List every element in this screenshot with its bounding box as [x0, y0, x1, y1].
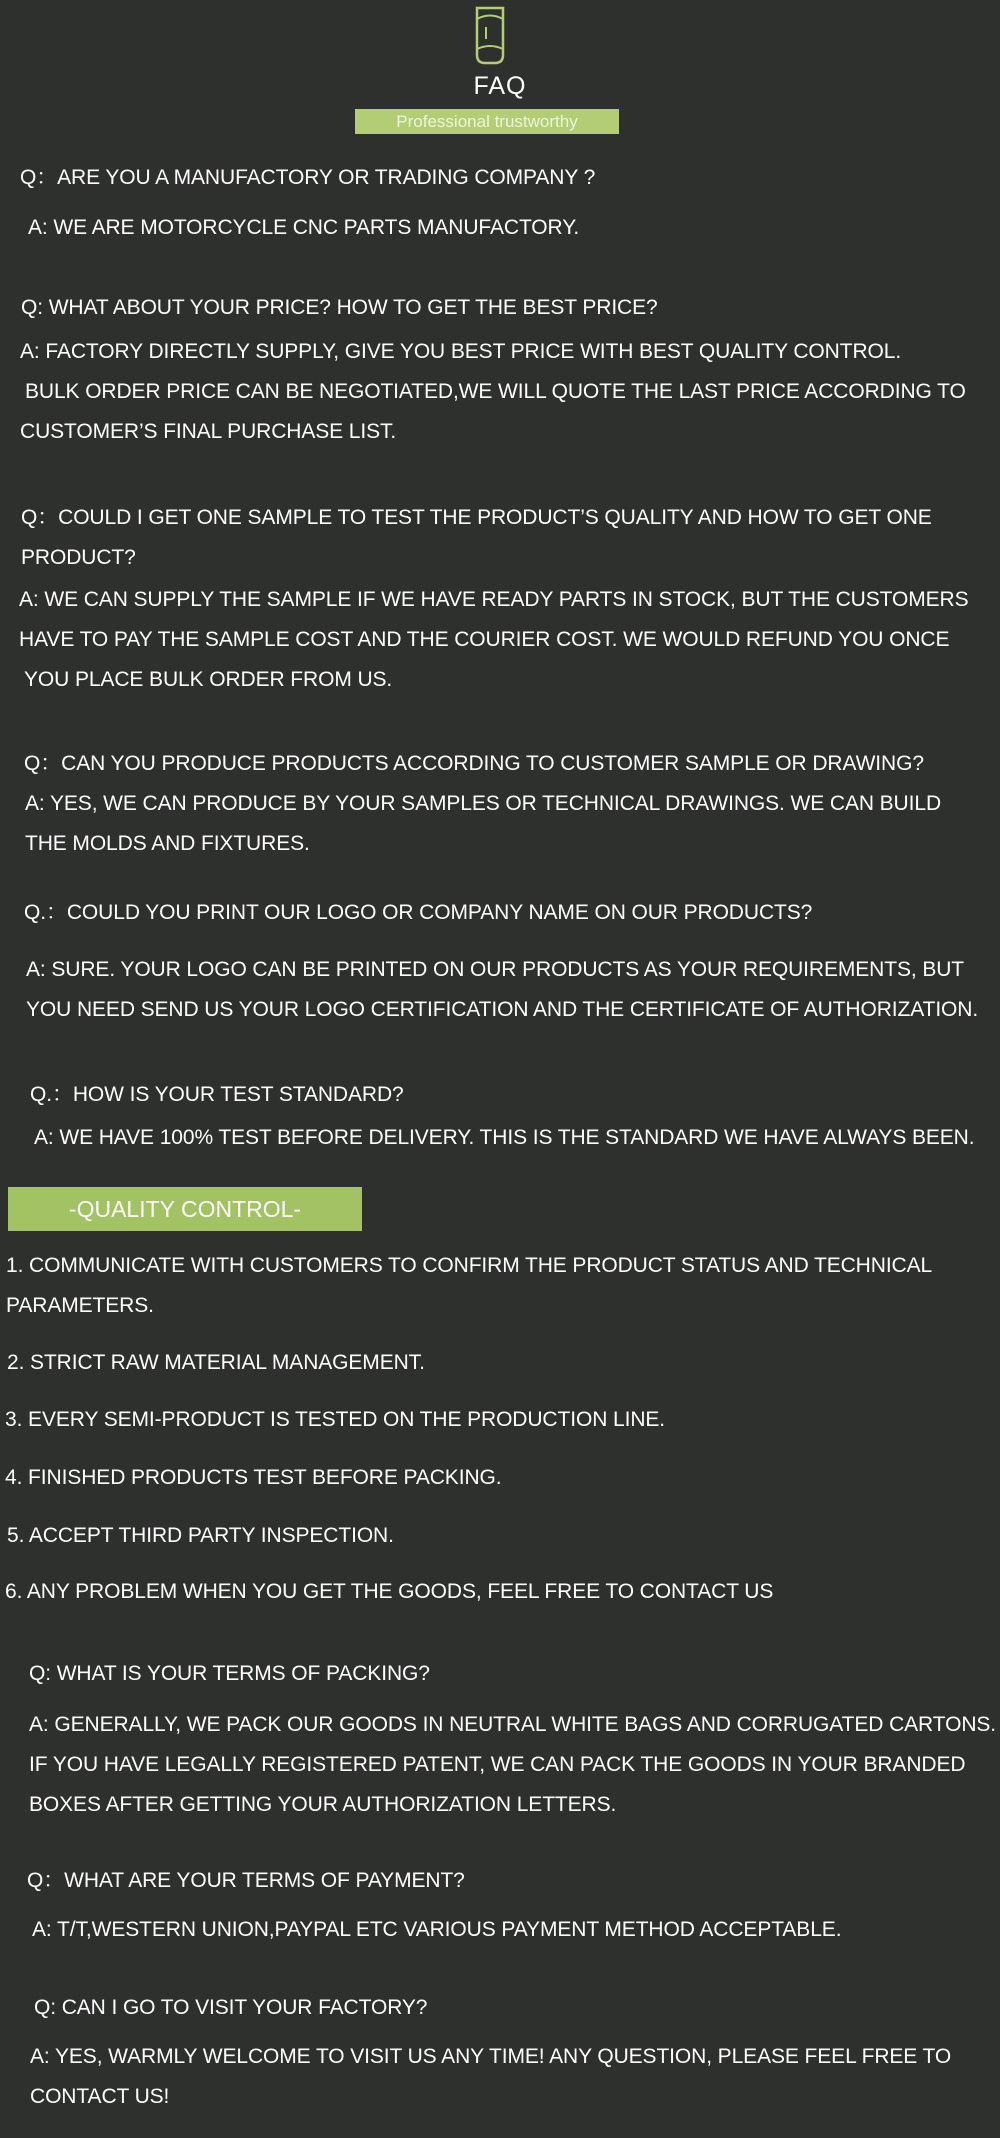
answer-5-line-1: A: SURE. YOUR LOGO CAN BE PRINTED ON OUR PRODUCTS AS YOUR REQUIREMENTS, BUT	[26, 958, 965, 981]
answer-7-line-1: A: GENERALLY, WE PACK OUR GOODS IN NEUTRAL WHITE BAGS AND CORRUGATED CARTONS.	[29, 1713, 997, 1736]
question-2: Q: WHAT ABOUT YOUR PRICE? HOW TO GET THE BEST PRICE?	[21, 296, 658, 319]
quality-item-1-line-2: PARAMETERS.	[6, 1294, 154, 1317]
answer-6: A: WE HAVE 100% TEST BEFORE DELIVERY. THIS IS THE STANDARD WE HAVE ALWAYS BEEN.	[34, 1126, 975, 1149]
answer-4-line-1: A: YES, WE CAN PRODUCE BY YOUR SAMPLES OR TECHNICAL DRAWINGS. WE CAN BUILD	[25, 792, 942, 815]
page-title: FAQ	[473, 72, 527, 100]
answer-4-line-2: THE MOLDS AND FIXTURES.	[25, 832, 310, 855]
subtitle-banner: Professional trustworthy	[355, 109, 619, 134]
quality-item-5: 5. ACCEPT THIRD PARTY INSPECTION.	[7, 1524, 394, 1547]
quality-item-6: 6. ANY PROBLEM WHEN YOU GET THE GOODS, FEEL FREE TO CONTACT US	[5, 1580, 774, 1603]
question-1: Q：ARE YOU A MANUFACTORY OR TRADING COMPANY ?	[20, 166, 596, 189]
answer-3-line-3: YOU PLACE BULK ORDER FROM US.	[24, 668, 393, 691]
question-4: Q：CAN YOU PRODUCE PRODUCTS ACCORDING TO CUSTOMER SAMPLE OR DRAWING?	[24, 752, 924, 775]
question-9: Q: CAN I GO TO VISIT YOUR FACTORY?	[34, 1996, 428, 2019]
answer-2-line-3: CUSTOMER’S FINAL PURCHASE LIST.	[20, 420, 397, 443]
answer-2-line-2: BULK ORDER PRICE CAN BE NEGOTIATED,WE WILL QUOTE THE LAST PRICE ACCORDING TO	[25, 380, 966, 403]
quality-item-3: 3. EVERY SEMI-PRODUCT IS TESTED ON THE PRODUCTION LINE.	[5, 1408, 666, 1431]
question-6: Q.：HOW IS YOUR TEST STANDARD?	[30, 1083, 404, 1106]
question-7: Q: WHAT IS YOUR TERMS OF PACKING?	[29, 1662, 430, 1685]
quality-item-1-line-1: 1. COMMUNICATE WITH CUSTOMERS TO CONFIRM THE PRODUCT STATUS AND TECHNICAL	[6, 1254, 933, 1277]
answer-7-line-3: BOXES AFTER GETTING YOUR AUTHORIZATION LETTERS.	[29, 1793, 617, 1816]
quality-item-2: 2. STRICT RAW MATERIAL MANAGEMENT.	[7, 1351, 425, 1374]
answer-1: A: WE ARE MOTORCYCLE CNC PARTS MANUFACTORY.	[28, 216, 580, 239]
cup-icon	[474, 5, 506, 67]
answer-7-line-2: IF YOU HAVE LEGALLY REGISTERED PATENT, WE CAN PACK THE GOODS IN YOUR BRANDED	[29, 1753, 966, 1776]
answer-2-line-1: A: FACTORY DIRECTLY SUPPLY, GIVE YOU BEST PRICE WITH BEST QUALITY CONTROL.	[20, 340, 902, 363]
answer-3-line-2: HAVE TO PAY THE SAMPLE COST AND THE COURIER COST. WE WOULD REFUND YOU ONCE	[19, 628, 950, 651]
quality-item-4: 4. FINISHED PRODUCTS TEST BEFORE PACKING.	[5, 1466, 502, 1489]
answer-8: A: T/T,WESTERN UNION,PAYPAL ETC VARIOUS PAYMENT METHOD ACCEPTABLE.	[32, 1918, 842, 1941]
answer-5-line-2: YOU NEED SEND US YOUR LOGO CERTIFICATION AND THE CERTIFICATE OF AUTHORIZATION.	[26, 998, 979, 1021]
answer-9-line-1: A: YES, WARMLY WELCOME TO VISIT US ANY TIME! ANY QUESTION, PLEASE FEEL FREE TO	[30, 2045, 952, 2068]
quality-control-heading: -QUALITY CONTROL-	[8, 1187, 362, 1231]
question-3-line-1: Q：COULD I GET ONE SAMPLE TO TEST THE PRODUCT’S QUALITY AND HOW TO GET ONE	[21, 506, 932, 529]
answer-9-line-2: CONTACT US!	[30, 2085, 170, 2108]
question-5: Q.：COULD YOU PRINT OUR LOGO OR COMPANY NAME ON OUR PRODUCTS?	[24, 901, 813, 924]
question-8: Q：WHAT ARE YOUR TERMS OF PAYMENT?	[27, 1869, 465, 1892]
question-3-line-2: PRODUCT?	[21, 546, 136, 569]
answer-3-line-1: A: WE CAN SUPPLY THE SAMPLE IF WE HAVE READY PARTS IN STOCK, BUT THE CUSTOMERS	[19, 588, 969, 611]
